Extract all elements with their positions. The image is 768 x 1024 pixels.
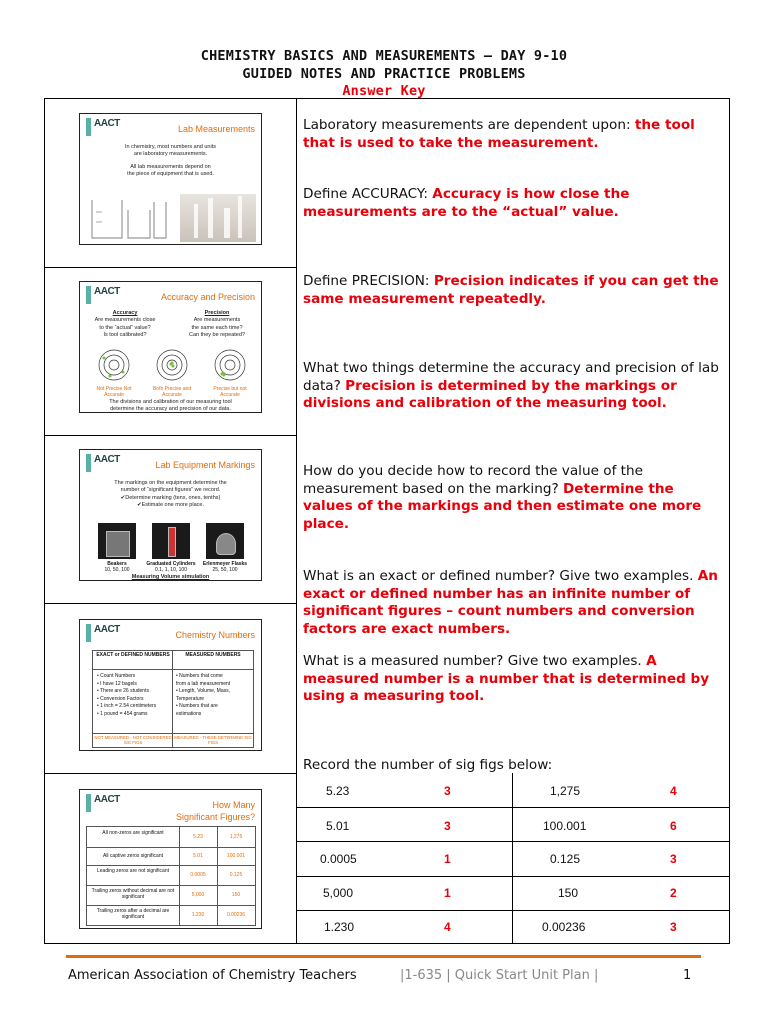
document-subtitle: GUIDED NOTES AND PRACTICE PROBLEMS bbox=[242, 66, 526, 82]
slide-title: Chemistry Numbers bbox=[175, 630, 255, 640]
measured-list: • Numbers that come from a lab measurement • Length, Volume, Mass, Temperature • Numbers that are estimations bbox=[176, 673, 231, 717]
answer-q1: Laboratory measurements are dependent upon: the tool that is used to take the measurement. bbox=[303, 117, 695, 151]
table-row-line bbox=[296, 910, 730, 911]
page-number: 1 bbox=[683, 968, 692, 983]
rule-example: 100.001 bbox=[226, 853, 246, 859]
table-divider bbox=[512, 773, 513, 944]
document-title: CHEMISTRY BASICS AND MEASUREMENTS – DAY 9-10 bbox=[200, 48, 568, 64]
table-answer: 3 bbox=[670, 852, 677, 866]
slide-footnote: The divisions and calibration of our measuring tool determine the accuracy and precision of our data. bbox=[109, 399, 232, 413]
measured-header: MEASURED NUMBERS bbox=[185, 652, 241, 658]
table-answer: 3 bbox=[444, 819, 451, 833]
glassware-illustration bbox=[88, 192, 168, 242]
table-answer: 4 bbox=[444, 920, 451, 934]
table-answer: 3 bbox=[670, 920, 677, 934]
rule-text: Leading zeros are not significant bbox=[97, 868, 169, 874]
table-row-line bbox=[296, 876, 730, 877]
precision-column: Precision Are measurements the same each time? Can they be repeated? bbox=[189, 310, 245, 339]
aact-logo: AACT bbox=[86, 794, 126, 812]
table-answer: 2 bbox=[670, 886, 677, 900]
numbers-table bbox=[92, 650, 254, 748]
answer-q6: What is an exact or defined number? Give two examples. An exact or defined number has an infinite number of significant figures – count numbers and conversion factors are exact numbers. bbox=[303, 568, 718, 637]
slide-text: The markings on the equipment determine the number of “significant figures” we record. ✔Determine marking (tens, ones, tenths) ✔Estimate one more place. bbox=[114, 480, 227, 509]
table-number: 0.125 bbox=[550, 852, 581, 866]
slide-title: Accuracy and Precision bbox=[160, 292, 255, 302]
table-number: 0.00236 bbox=[542, 920, 586, 934]
equipment-label: Graduated Cylinders 0.1, 1, 10, 100 bbox=[146, 561, 196, 573]
answer-q3: Define PRECISION: Precision indicates if you can get the same measurement repeatedly. bbox=[303, 273, 719, 307]
aact-logo: AACT bbox=[86, 454, 126, 472]
answer-q8: Record the number of sig figs below: bbox=[303, 757, 553, 773]
table-number: 5.01 bbox=[326, 819, 350, 833]
row-divider bbox=[44, 773, 297, 774]
rule-example: 1.230 bbox=[191, 912, 205, 918]
beaker-photo bbox=[98, 523, 136, 559]
rule-example: 5.01 bbox=[193, 853, 203, 859]
rule-example: 0.00236 bbox=[226, 912, 246, 918]
row-divider bbox=[44, 435, 297, 436]
slide-text: In chemistry, most numbers and units are laboratory measurements. All lab measurements depend on the piece of equipment that is used. bbox=[125, 144, 216, 178]
table-answer: 1 bbox=[444, 852, 451, 866]
equipment-label: Beakers 10, 50, 100 bbox=[104, 561, 130, 573]
footer-unit: |1-635 | Quick Start Unit Plan | bbox=[400, 968, 599, 983]
table-answer: 3 bbox=[444, 784, 451, 798]
table-number: 150 bbox=[558, 886, 579, 900]
target-diagrams bbox=[90, 348, 255, 384]
slide-title: Lab Equipment Markings bbox=[155, 460, 255, 470]
cylinder-photo bbox=[152, 523, 190, 559]
row-divider bbox=[44, 267, 297, 268]
table-answer: 4 bbox=[670, 784, 677, 798]
measured-footer: MEASURED - THESE DETERMINE SIG FIGS bbox=[174, 735, 252, 745]
rule-text: All non-zeros are significant bbox=[102, 830, 164, 836]
sig-fig-rules-table bbox=[86, 826, 256, 926]
rule-example: 1,275 bbox=[229, 834, 243, 840]
slide-title: How Many Significant Figures? bbox=[175, 800, 255, 822]
table-number: 1.230 bbox=[324, 920, 355, 934]
equipment-label: Erlenmeyer Flasks 25, 50, 100 bbox=[202, 561, 248, 573]
target-label: Not Precise Not Accurate bbox=[96, 386, 132, 398]
sig-fig-answer-table bbox=[296, 773, 730, 944]
exact-header: EXACT or DEFINED NUMBERS bbox=[96, 652, 170, 658]
slide-chemistry-numbers bbox=[79, 619, 262, 751]
table-answer: 1 bbox=[444, 886, 451, 900]
rule-example: 5.23 bbox=[193, 834, 203, 840]
answer-q5: How do you decide how to record the value of the measurement based on the marking? Determine the values of the markings and then estimate one more place. bbox=[303, 463, 702, 532]
row-divider bbox=[44, 603, 297, 604]
table-number: 100.001 bbox=[543, 819, 587, 833]
footer-org: American Association of Chemistry Teachers bbox=[68, 968, 357, 983]
answer-q4: What two things determine the accuracy and precision of lab data? Precision is determined by the markings or divisions and calibration of the measuring tool. bbox=[303, 360, 719, 411]
aact-logo: AACT bbox=[86, 118, 126, 136]
accuracy-column: Accuracy Are measurements close to the “actual” value? Is tool calibrated? bbox=[94, 310, 156, 339]
slide-title: Lab Measurements bbox=[177, 124, 255, 134]
target-label: Precise but not Accurate bbox=[213, 386, 247, 398]
table-row-line bbox=[296, 841, 730, 842]
table-number: 5,000 bbox=[323, 886, 354, 900]
rule-text: All captive zeros significant bbox=[102, 853, 164, 859]
answer-key-label: Answer Key bbox=[342, 83, 426, 99]
aact-logo: AACT bbox=[86, 624, 126, 642]
exact-list: • Count Numbers • I have 12 bagels • There are 26 students • Conversion Factors • 1 inch = 2.54 centimeters • 1 pound = 454 grams bbox=[97, 673, 157, 717]
table-number: 1,275 bbox=[550, 784, 581, 798]
answer-q7: What is a measured number? Give two examples. A measured number is a number that is determined by using a measuring tool. bbox=[303, 653, 710, 704]
rule-example: 0.125 bbox=[229, 872, 243, 878]
answer-q2: Define ACCURACY: Accuracy is how close the measurements are to the “actual” value. bbox=[303, 186, 630, 220]
slide-lab-equipment bbox=[79, 449, 262, 581]
table-answer: 6 bbox=[670, 819, 677, 833]
rule-example: 0.0005 bbox=[190, 872, 206, 878]
rule-text: Trailing zeros without decimal are not significant bbox=[91, 888, 175, 900]
exact-footer: NOT MEASURED - NOT CONSIDERED SIG FIGS bbox=[94, 735, 172, 745]
table-number: 5.23 bbox=[326, 784, 350, 798]
target-label: Both Precise and Accurate bbox=[152, 386, 192, 398]
aact-logo: AACT bbox=[86, 286, 126, 304]
slide-lab-measurements bbox=[79, 113, 262, 245]
rule-example: 5,000 bbox=[191, 892, 205, 898]
table-number: 0.0005 bbox=[320, 852, 357, 866]
footer-rule bbox=[66, 955, 701, 958]
table-row-line bbox=[296, 807, 730, 808]
slide-sig-figs bbox=[79, 789, 262, 929]
slide-accuracy-precision bbox=[79, 281, 262, 413]
simulation-link[interactable]: Measuring Volume simulation bbox=[131, 574, 210, 580]
flask-photo bbox=[206, 523, 244, 559]
rule-example: 150 bbox=[231, 892, 241, 898]
rule-text: Trailing zeros after a decimal are significant bbox=[96, 908, 170, 920]
cylinders-photo bbox=[180, 194, 256, 242]
